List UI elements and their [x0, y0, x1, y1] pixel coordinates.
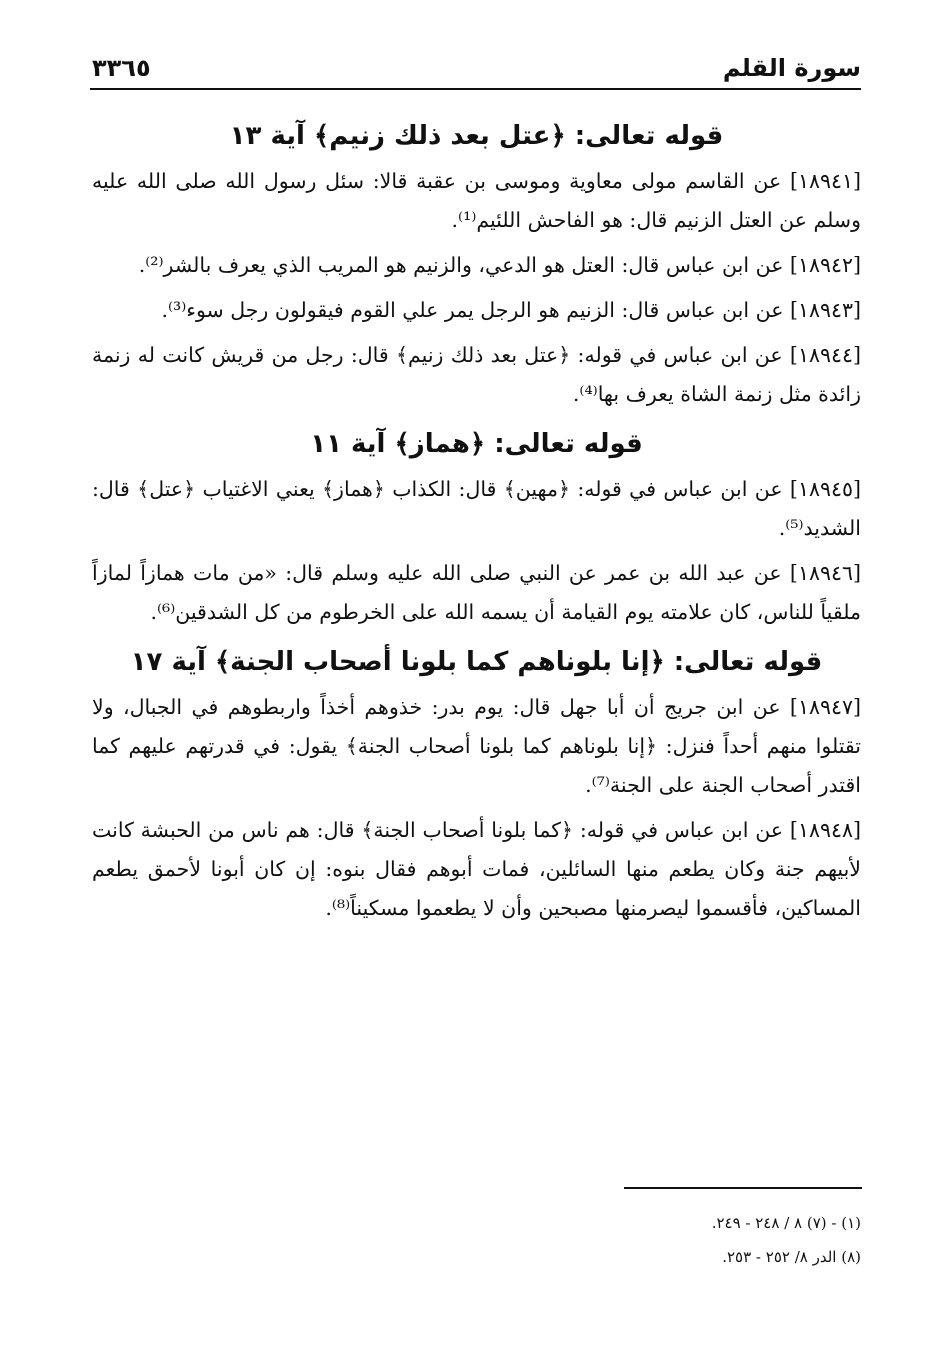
hadith-item: [١٨٩٤٥] عن ابن عباس في قوله: ﴿مهين﴾ قال: الكذاب ﴿هماز﴾ يعني الاغتياب ﴿عتل﴾ قال: الشديد⁽⁵⁾.: [92, 477, 861, 540]
section-heading: قوله تعالى: ﴿هماز﴾ آية ١١: [310, 429, 643, 459]
hadith-item: [١٨٩٤٢] عن ابن عباس قال: العتل هو الدعي، والزنيم هو المريب الذي يعرف بالشر⁽²⁾.: [138, 253, 861, 277]
hadith-item: [١٨٩٤١] عن القاسم مولى معاوية وموسى بن عقبة قالا: سئل رسول الله صلى الله عليه وسلم عن العتل الزنيم قال: هو الفاحش اللئيم⁽¹⁾.: [92, 169, 861, 232]
hadith-item: [١٨٩٤٦] عن عبد الله بن عمر عن النبي صلى الله عليه وسلم قال: «من مات همازاً لمازاً ملقياً للناس، كان علامته يوم القيامة أن يسمه الله على الخرطوم من كل الشدقين⁽⁶⁾.: [92, 561, 861, 624]
page-number: ٣٣٦٥: [92, 54, 151, 82]
page-body: [92, 112, 861, 934]
hadith-item: [١٨٩٤٨] عن ابن عباس في قوله: ﴿كما بلونا أصحاب الجنة﴾ قال: هم ناس من الحبشة كانت لأبيهم جنة وكان يطعم منها السائلين، فمات أبوهم فقال بنوه: إن كان أبونا لأحمق يطعم المساكين، فأقسموا ليصرمنها مصبحين وأن لا يطعموا مسكيناً⁽⁸⁾.: [92, 818, 861, 920]
section-heading: قوله تعالى: ﴿عتل بعد ذلك زنيم﴾ آية ١٣: [229, 121, 724, 151]
footnote: (٨) الدر ٨/ ٢٥٢ - ٢٥٣.: [722, 1248, 861, 1266]
header-rule: [90, 88, 861, 90]
section-heading: قوله تعالى: ﴿إنا بلوناهم كما بلونا أصحاب الجنة﴾ آية ١٧: [130, 647, 823, 677]
hadith-item: [١٨٩٤٣] عن ابن عباس قال: الزنيم هو الرجل يمر علي القوم فيقولون رجل سوء⁽³⁾.: [161, 298, 861, 322]
hadith-item: [١٨٩٤٤] عن ابن عباس في قوله: ﴿عتل بعد ذلك زنيم﴾ قال: رجل من قريش كانت له زنمة زائدة مثل زنمة الشاة يعرف بها⁽⁴⁾.: [92, 343, 861, 406]
hadith-item: [١٨٩٤٧] عن ابن جريج أن أبا جهل قال: يوم بدر: خذوهم أخذاً واربطوهم في الجبال، ولا تقتلوا منهم أحداً فنزل: ﴿إنا بلوناهم كما بلونا أصحاب الجنة﴾ يقول: في قدرتهم عليهم كما اقتدر أصحاب الجنة على الجنة⁽⁷⁾.: [92, 695, 861, 797]
footnotes: [92, 1206, 861, 1274]
running-header: [92, 50, 861, 86]
footnote: (١) - (٧) ٨ / ٢٤٨ - ٢٤٩.: [711, 1214, 861, 1232]
footnote-rule: [624, 1187, 862, 1189]
surah-title: سورة القلم: [722, 54, 861, 82]
